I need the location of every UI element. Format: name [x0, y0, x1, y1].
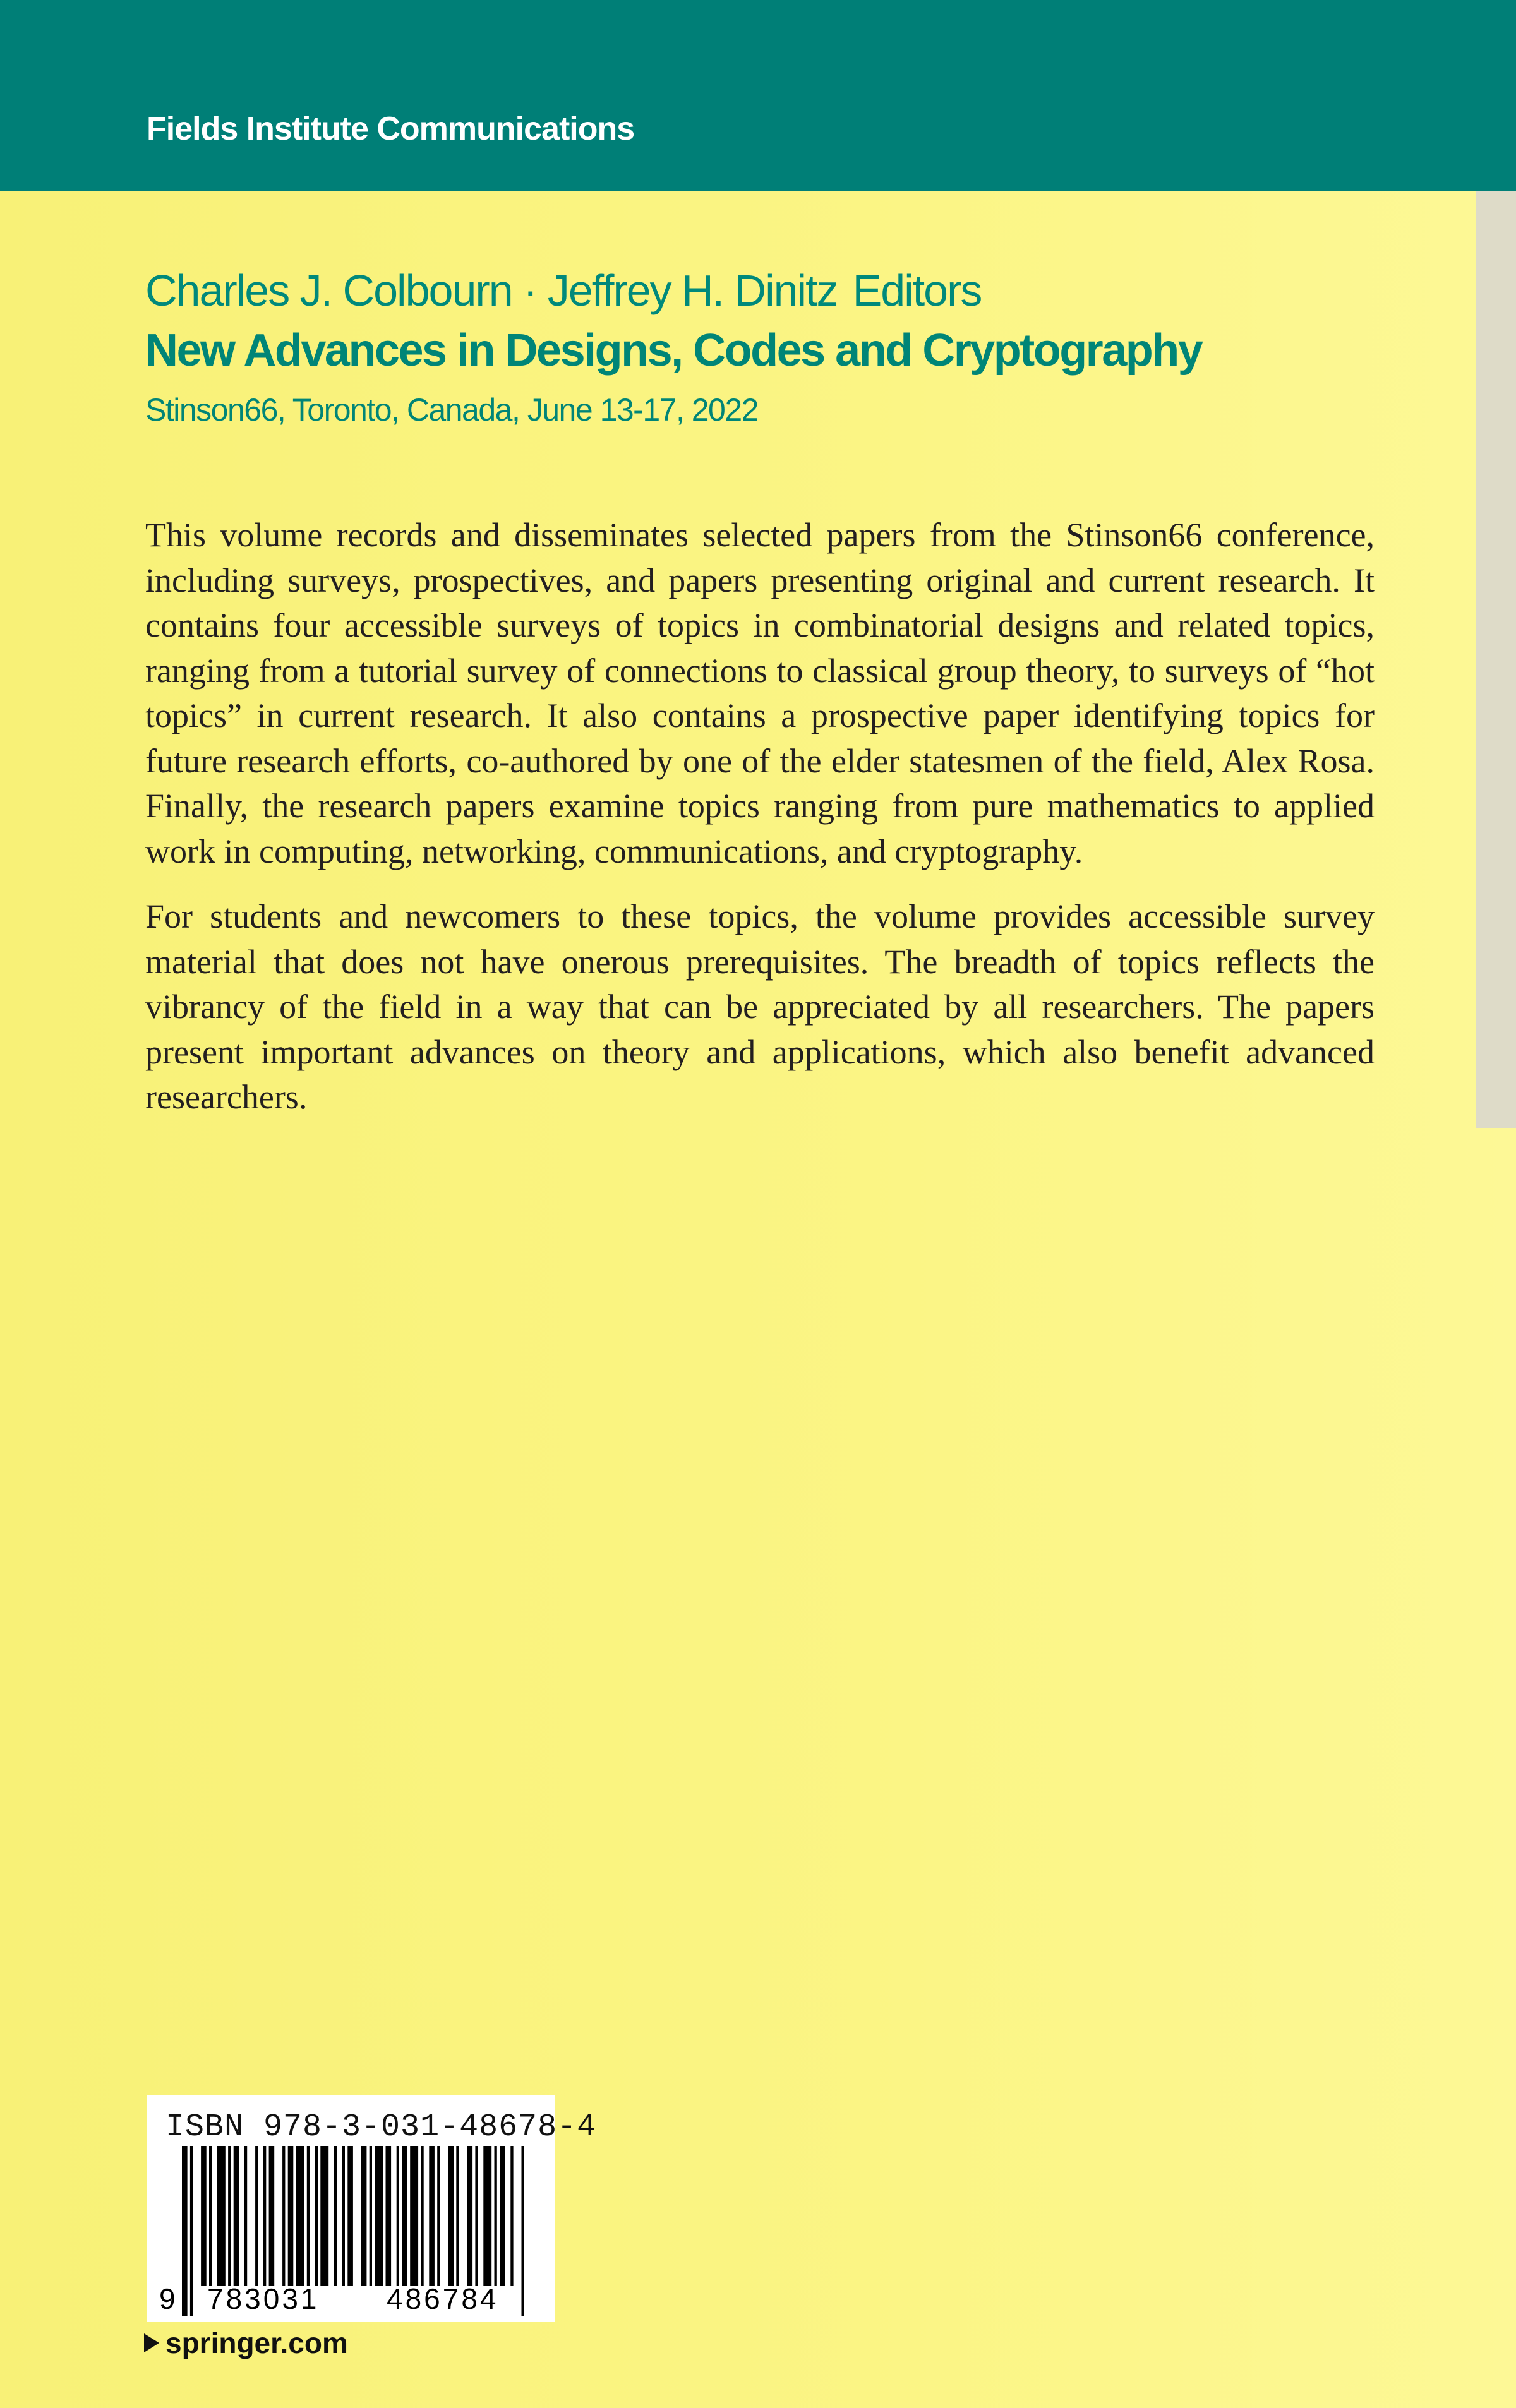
barcode-bar — [397, 2146, 399, 2286]
barcode-bar — [370, 2146, 372, 2286]
barcode-bar — [402, 2146, 407, 2286]
barcode-bar — [375, 2146, 383, 2286]
barcode-bar — [269, 2146, 275, 2286]
barcode-bar — [429, 2146, 435, 2286]
barcode-bar — [296, 2146, 304, 2286]
description-paragraph-2: For students and newcomers to these topics, the volume provides accessible survey material that does not have onerous prerequisites. The breadth of topics reflects the vibrancy of the field in a way that can be appreciated by all researchers. The papers present important advances on theory and applications, which also benefit advanced researchers. — [145, 897, 1375, 1116]
barcode-bar — [190, 2146, 193, 2316]
barcode-bar — [182, 2146, 188, 2316]
barcode-left-digits: 783031 — [207, 2282, 320, 2315]
barcode-bar — [361, 2146, 367, 2286]
barcode-bar — [347, 2146, 353, 2286]
description-paragraph-1: This volume records and disseminates selected papers from the Stinson66 conference, including surveys, prospectives, and papers presenting original and current research. It contains four accessible surveys of topics in combinatorial designs and related topics, ranging from a tutorial survey of connections to classical group theory, to surveys of “hot topics” in current research. It also contains a prospective paper identifying topics for future research efforts, co-authored by one of the elder statesmen of the field, Alex Rosa. Finally, the research papers examine topics ranging from pure mathematics to applied work in computing, networking, communications, and cryptography. — [145, 516, 1375, 870]
barcode-bar — [495, 2146, 497, 2286]
barcode-bar — [475, 2146, 478, 2286]
barcode-bar — [234, 2146, 239, 2286]
barcode-bar — [201, 2146, 207, 2286]
barcode-bar — [437, 2146, 440, 2286]
barcode-bar — [255, 2146, 258, 2286]
series-banner — [0, 0, 1516, 191]
barcode-bar — [522, 2146, 524, 2316]
springer-link-label: springer.com — [165, 2327, 348, 2359]
barcode-bar — [288, 2146, 294, 2286]
springer-link[interactable] — [144, 2326, 348, 2360]
isbn-barcode — [147, 2095, 597, 2322]
barcode-bar — [320, 2146, 328, 2286]
book-subtitle: Stinson66, Toronto, Canada, June 13-17, 2022 — [145, 392, 758, 428]
barcode-bar — [467, 2146, 473, 2286]
barcode-bar — [282, 2146, 285, 2286]
barcode-bar — [209, 2146, 212, 2286]
barcode-bar — [315, 2146, 318, 2286]
arrow-right-icon — [144, 2333, 159, 2352]
barcode-bar — [410, 2146, 418, 2286]
editors-names: Charles J. Colbourn · Jeffrey H. Dinitz — [145, 266, 838, 315]
barcode-bar — [342, 2146, 345, 2286]
series-name: Fields Institute Communications — [147, 111, 635, 147]
barcode-lead-digit: 9 — [159, 2282, 176, 2315]
editors-role: Editors — [852, 266, 982, 315]
editors-line — [145, 265, 981, 316]
barcode-bar — [386, 2146, 392, 2286]
barcode-bar — [228, 2146, 231, 2286]
barcode-bar — [500, 2146, 505, 2286]
barcode-bar — [244, 2146, 247, 2286]
barcode-bar — [510, 2146, 513, 2286]
barcode-bar — [483, 2146, 491, 2286]
barcode-bar — [456, 2146, 459, 2286]
barcode-bar — [217, 2146, 226, 2286]
barcode-bar — [307, 2146, 310, 2286]
barcode-bar — [448, 2146, 454, 2286]
barcode-bar — [263, 2146, 266, 2286]
isbn-label: ISBN 978-3-031-48678-4 — [165, 2109, 597, 2145]
book-title: New Advances in Designs, Codes and Cryptography — [145, 325, 1202, 376]
barcode-bar — [421, 2146, 423, 2286]
barcode-bar — [334, 2146, 337, 2286]
barcode-right-digits: 486784 — [387, 2282, 499, 2315]
spine-strip — [1476, 191, 1516, 1128]
barcode-graphic — [147, 2095, 555, 2322]
